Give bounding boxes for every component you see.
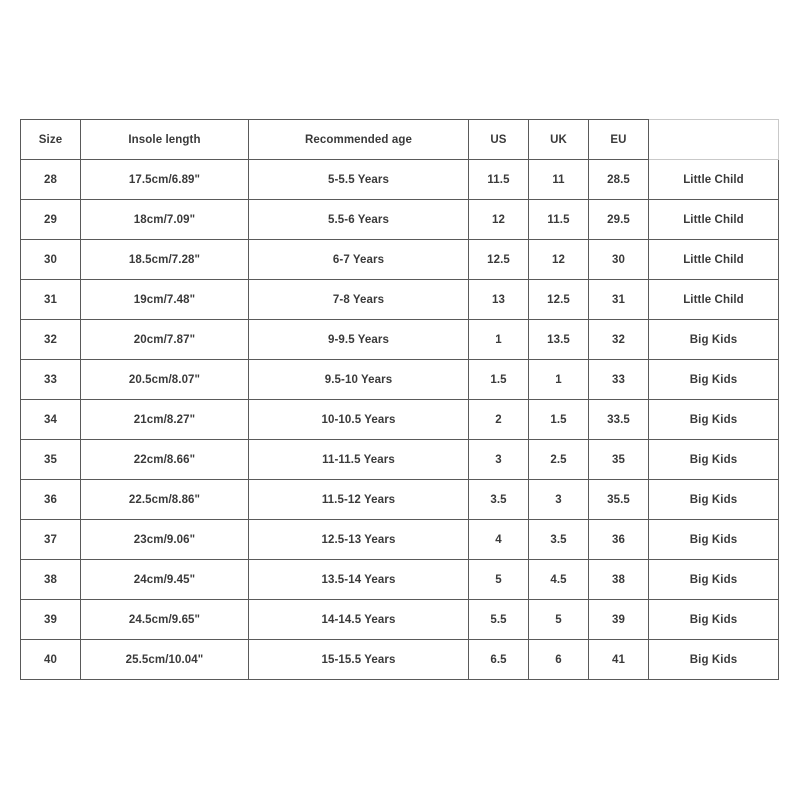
cell-insole: 23cm/9.06" [81, 520, 249, 560]
cell-uk: 12.5 [529, 280, 589, 320]
cell-size: 34 [21, 400, 81, 440]
cell-age: 9.5-10 Years [249, 360, 469, 400]
cell-size: 28 [21, 160, 81, 200]
cell-uk: 3.5 [529, 520, 589, 560]
cell-us: 13 [469, 280, 529, 320]
cell-insole: 25.5cm/10.04" [81, 640, 249, 680]
table-row [21, 560, 779, 600]
cell-uk: 13.5 [529, 320, 589, 360]
table-row [21, 480, 779, 520]
cell-insole: 21cm/8.27" [81, 400, 249, 440]
cell-uk: 2.5 [529, 440, 589, 480]
cell-size: 29 [21, 200, 81, 240]
cell-category: Little Child [649, 200, 779, 240]
cell-uk: 4.5 [529, 560, 589, 600]
cell-us: 6.5 [469, 640, 529, 680]
cell-us: 12 [469, 200, 529, 240]
cell-age: 5.5-6 Years [249, 200, 469, 240]
cell-age: 9-9.5 Years [249, 320, 469, 360]
cell-size: 38 [21, 560, 81, 600]
cell-size: 40 [21, 640, 81, 680]
cell-size: 35 [21, 440, 81, 480]
column-header-eu: EU [589, 120, 649, 160]
column-header-insole-length: Insole length [81, 120, 249, 160]
cell-eu: 33.5 [589, 400, 649, 440]
cell-us: 1.5 [469, 360, 529, 400]
cell-category: Big Kids [649, 400, 779, 440]
column-header-recommended-age: Recommended age [249, 120, 469, 160]
table-row [21, 400, 779, 440]
table-row [21, 520, 779, 560]
table-row [21, 640, 779, 680]
cell-size: 32 [21, 320, 81, 360]
table-row [21, 320, 779, 360]
cell-eu: 41 [589, 640, 649, 680]
cell-insole: 18.5cm/7.28" [81, 240, 249, 280]
cell-us: 12.5 [469, 240, 529, 280]
cell-us: 4 [469, 520, 529, 560]
cell-insole: 19cm/7.48" [81, 280, 249, 320]
cell-us: 5 [469, 560, 529, 600]
table-header [21, 120, 779, 160]
cell-size: 36 [21, 480, 81, 520]
table-row [21, 160, 779, 200]
cell-age: 5-5.5 Years [249, 160, 469, 200]
cell-size: 33 [21, 360, 81, 400]
cell-insole: 22.5cm/8.86" [81, 480, 249, 520]
cell-age: 14-14.5 Years [249, 600, 469, 640]
cell-category: Big Kids [649, 560, 779, 600]
cell-uk: 1 [529, 360, 589, 400]
cell-insole: 20.5cm/8.07" [81, 360, 249, 400]
cell-category: Big Kids [649, 520, 779, 560]
cell-uk: 1.5 [529, 400, 589, 440]
table-row [21, 240, 779, 280]
cell-eu: 39 [589, 600, 649, 640]
table-row [21, 440, 779, 480]
cell-age: 12.5-13 Years [249, 520, 469, 560]
cell-insole: 24cm/9.45" [81, 560, 249, 600]
cell-eu: 38 [589, 560, 649, 600]
cell-eu: 33 [589, 360, 649, 400]
cell-us: 2 [469, 400, 529, 440]
cell-insole: 24.5cm/9.65" [81, 600, 249, 640]
table-header-row [21, 120, 779, 160]
cell-eu: 29.5 [589, 200, 649, 240]
cell-eu: 28.5 [589, 160, 649, 200]
shoe-size-chart-table [20, 119, 779, 680]
cell-age: 6-7 Years [249, 240, 469, 280]
cell-us: 3 [469, 440, 529, 480]
cell-age: 10-10.5 Years [249, 400, 469, 440]
cell-age: 13.5-14 Years [249, 560, 469, 600]
cell-category: Big Kids [649, 480, 779, 520]
cell-category: Big Kids [649, 600, 779, 640]
cell-insole: 18cm/7.09" [81, 200, 249, 240]
cell-eu: 32 [589, 320, 649, 360]
cell-size: 31 [21, 280, 81, 320]
cell-uk: 11 [529, 160, 589, 200]
cell-eu: 31 [589, 280, 649, 320]
cell-category: Big Kids [649, 360, 779, 400]
cell-us: 3.5 [469, 480, 529, 520]
cell-category: Big Kids [649, 320, 779, 360]
cell-size: 30 [21, 240, 81, 280]
table-row [21, 200, 779, 240]
cell-eu: 35.5 [589, 480, 649, 520]
cell-size: 37 [21, 520, 81, 560]
cell-category: Little Child [649, 240, 779, 280]
table-body [21, 160, 779, 680]
cell-us: 1 [469, 320, 529, 360]
column-header-category [649, 120, 779, 160]
cell-eu: 36 [589, 520, 649, 560]
cell-age: 7-8 Years [249, 280, 469, 320]
cell-insole: 20cm/7.87" [81, 320, 249, 360]
cell-uk: 11.5 [529, 200, 589, 240]
cell-insole: 17.5cm/6.89" [81, 160, 249, 200]
cell-category: Big Kids [649, 640, 779, 680]
cell-eu: 30 [589, 240, 649, 280]
cell-us: 5.5 [469, 600, 529, 640]
cell-uk: 5 [529, 600, 589, 640]
cell-category: Little Child [649, 280, 779, 320]
cell-category: Big Kids [649, 440, 779, 480]
cell-uk: 6 [529, 640, 589, 680]
cell-size: 39 [21, 600, 81, 640]
cell-category: Little Child [649, 160, 779, 200]
cell-eu: 35 [589, 440, 649, 480]
cell-insole: 22cm/8.66" [81, 440, 249, 480]
cell-uk: 12 [529, 240, 589, 280]
cell-age: 15-15.5 Years [249, 640, 469, 680]
cell-age: 11.5-12 Years [249, 480, 469, 520]
cell-age: 11-11.5 Years [249, 440, 469, 480]
table-row [21, 360, 779, 400]
column-header-us: US [469, 120, 529, 160]
table-row [21, 280, 779, 320]
table-row [21, 600, 779, 640]
cell-us: 11.5 [469, 160, 529, 200]
cell-uk: 3 [529, 480, 589, 520]
column-header-size: Size [21, 120, 81, 160]
column-header-uk: UK [529, 120, 589, 160]
